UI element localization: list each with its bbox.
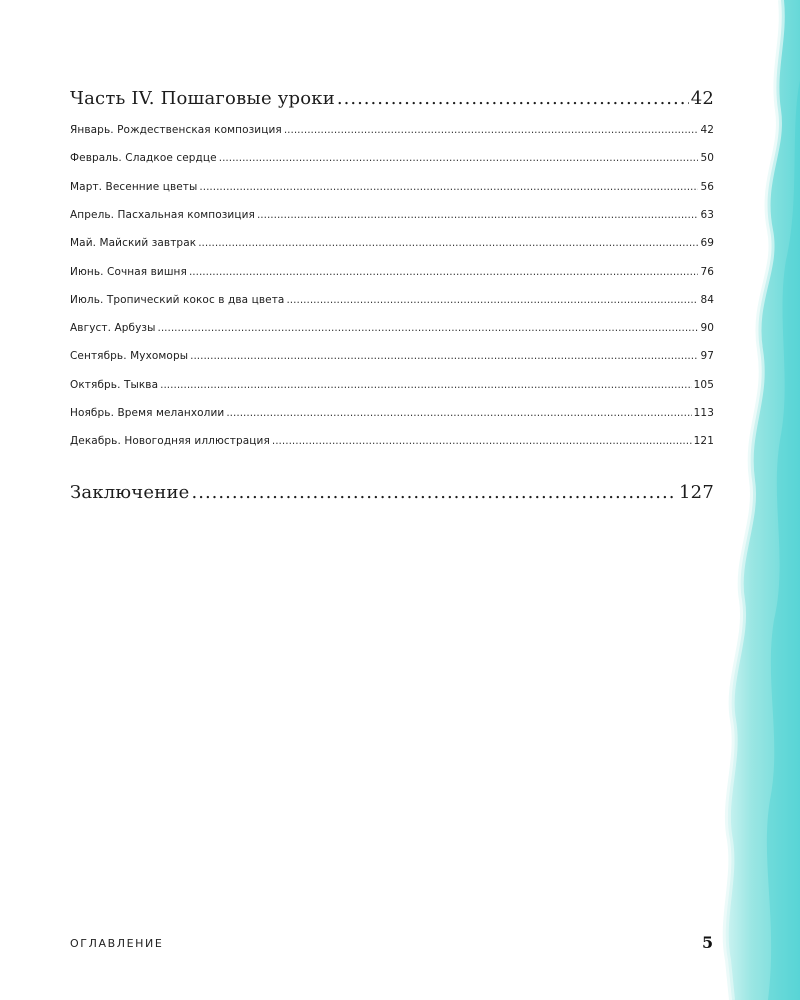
entry-title: Ноябрь. Время меланхолии [70,407,225,419]
entry-page-number: 42 [700,124,714,136]
entry-page-number: 76 [700,265,714,278]
entry-title: Сентябрь. Мухоморы [70,350,189,363]
entry-title: Февраль. Сладкое сердце [70,152,217,165]
entry-page-number: 69 [700,237,714,250]
entry-page-number: 113 [693,407,714,419]
entry-title: Август. Арбузы [70,322,156,335]
toc-entry-row[interactable] [70,237,714,249]
toc-entry-row[interactable] [70,209,714,221]
toc-entry-row[interactable] [70,407,714,419]
entry-title: Декабрь. Новогодняя иллюстрация [70,435,270,448]
entry-page-number: 105 [693,378,714,391]
dot-leader [189,266,699,278]
footer-section-label: ОГЛАВЛЕНИЕ [70,937,164,950]
dot-leader [160,379,692,391]
dot-leader [199,181,698,193]
toc-entry-row[interactable] [70,350,714,362]
dot-leader [157,322,698,334]
entry-title: Июнь. Сочная вишня [70,265,187,278]
entry-page-number: 50 [700,152,714,165]
dot-leader [337,88,689,109]
dot-leader [190,350,698,362]
toc-entry-row[interactable] [70,435,714,447]
toc-entry-row[interactable] [70,181,714,193]
dot-leader [284,124,699,136]
dot-leader [226,407,691,419]
toc-entry-row[interactable] [70,322,714,334]
entry-page-number: 63 [700,208,714,221]
entry-title: Октябрь. Тыква [70,378,159,391]
dot-leader [192,482,678,503]
footer-page-number: 5 [702,933,714,952]
dot-leader [257,209,699,221]
entry-page-number: 84 [700,293,714,306]
entry-title: Март. Весенние цветы [70,180,198,193]
toc-entry-row[interactable] [70,124,714,136]
entry-title: Май. Майский завтрак [70,237,197,250]
entry-page-number: 97 [700,350,714,363]
conclusion-title: Заключение [70,482,190,503]
entry-page-number: 121 [693,435,714,448]
toc-entry-row[interactable] [70,379,714,391]
entry-title: Январь. Рождественская композиция [70,124,282,136]
dot-leader [198,237,698,249]
entry-title: Июль. Тропический кокос в два цвета [70,293,285,306]
dot-leader [219,152,699,164]
dot-leader [286,294,698,306]
toc-entry-row[interactable] [70,294,714,306]
entry-title: Апрель. Пасхальная композиция [70,208,255,221]
toc-entry-row[interactable] [70,266,714,278]
toc-entry-row[interactable] [70,152,714,164]
dot-leader [272,435,692,447]
part-title: Часть IV. Пошаговые уроки [70,88,335,109]
conclusion-page-number: 127 [679,482,714,503]
part-heading-row[interactable] [70,88,714,109]
entry-page-number: 56 [700,180,714,193]
conclusion-row[interactable] [70,482,714,503]
part-page-number: 42 [690,88,714,109]
entry-page-number: 90 [700,322,714,335]
